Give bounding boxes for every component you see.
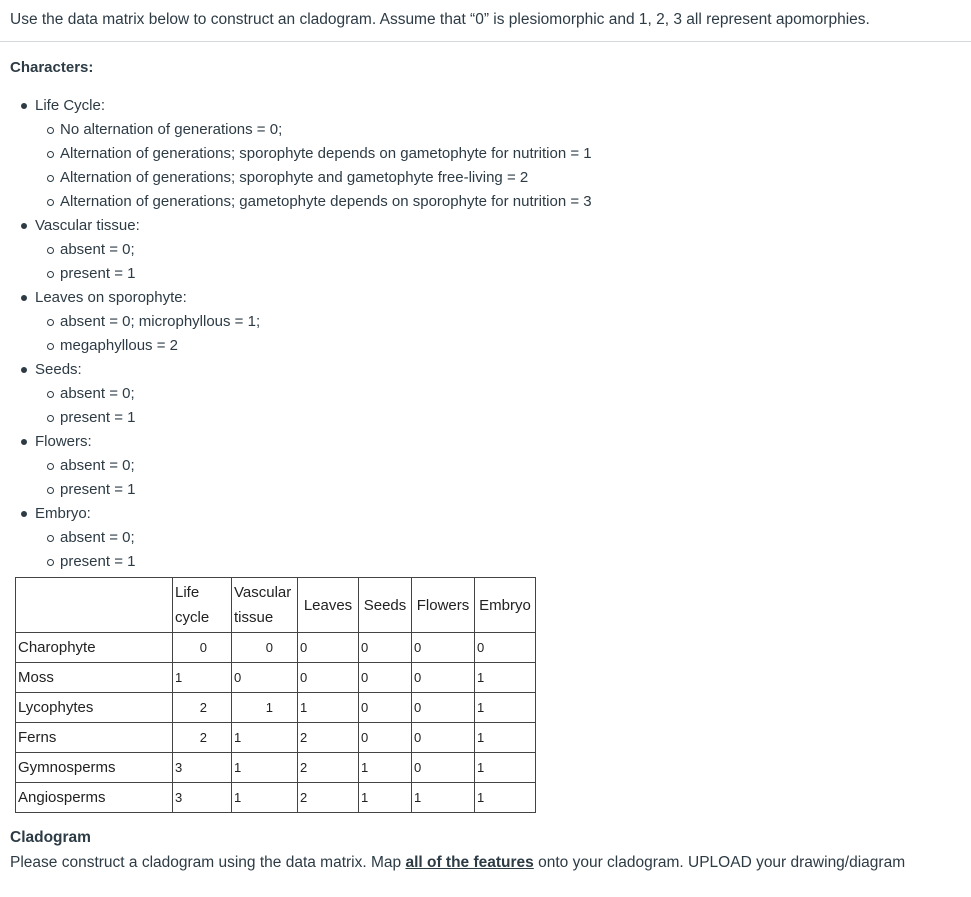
data-matrix-table bbox=[15, 577, 536, 813]
characters-heading: Characters: bbox=[10, 59, 94, 76]
characters-list bbox=[0, 94, 592, 574]
table-cell: 0 bbox=[359, 723, 412, 753]
table-cell: 1 bbox=[475, 663, 536, 693]
table-cell: 1 bbox=[475, 693, 536, 723]
character-states bbox=[35, 118, 592, 214]
taxon-name: Angiosperms bbox=[16, 783, 173, 813]
table-row bbox=[16, 753, 536, 783]
table-header-cell: Vascular tissue bbox=[232, 578, 298, 633]
table-cell: 0 bbox=[173, 633, 232, 663]
cladogram-instructions bbox=[10, 853, 905, 873]
character-flowers bbox=[35, 430, 592, 502]
character-state: present = 1 bbox=[60, 406, 592, 430]
character-label: Embryo: bbox=[35, 505, 91, 522]
table-header-cell: Flowers bbox=[412, 578, 475, 633]
table-cell: 0 bbox=[298, 633, 359, 663]
character-state: No alternation of generations = 0; bbox=[60, 118, 592, 142]
character-states bbox=[35, 382, 592, 430]
table-header-row bbox=[16, 578, 536, 633]
table-cell: 1 bbox=[173, 663, 232, 693]
character-state: present = 1 bbox=[60, 478, 592, 502]
table-header-cell: Seeds bbox=[359, 578, 412, 633]
table-cell: 1 bbox=[232, 723, 298, 753]
table-cell: 1 bbox=[232, 753, 298, 783]
table-cell: 0 bbox=[359, 693, 412, 723]
character-state: absent = 0; bbox=[60, 526, 592, 550]
taxon-name: Lycophytes bbox=[16, 693, 173, 723]
character-state: Alternation of generations; gametophyte depends on sporophyte for nutrition = 3 bbox=[60, 190, 592, 214]
table-cell: 1 bbox=[475, 753, 536, 783]
table-cell: 2 bbox=[173, 693, 232, 723]
table-cell: 0 bbox=[298, 663, 359, 693]
table-cell: 0 bbox=[412, 753, 475, 783]
table-cell: 1 bbox=[475, 783, 536, 813]
character-states bbox=[35, 238, 592, 286]
character-state: present = 1 bbox=[60, 262, 592, 286]
character-states bbox=[35, 526, 592, 574]
table-cell: 0 bbox=[359, 663, 412, 693]
table-cell: 3 bbox=[173, 753, 232, 783]
character-states bbox=[35, 454, 592, 502]
table-cell: 3 bbox=[173, 783, 232, 813]
table-row bbox=[16, 663, 536, 693]
table-cell: 0 bbox=[412, 693, 475, 723]
character-state: megaphyllous = 2 bbox=[60, 334, 592, 358]
character-state: absent = 0; bbox=[60, 454, 592, 478]
character-leaves bbox=[35, 286, 592, 358]
table-cell: 0 bbox=[475, 633, 536, 663]
intro-instructions: Use the data matrix below to construct an cladogram. Assume that “0” is plesiomorphic and 1, 2, 3 all represent apomorphies. bbox=[10, 11, 870, 28]
cladogram-heading: Cladogram bbox=[10, 829, 91, 846]
table-header-cell bbox=[16, 578, 173, 633]
character-state: absent = 0; bbox=[60, 238, 592, 262]
cladogram-emphasis: all of the features bbox=[405, 854, 534, 871]
taxon-name: Gymnosperms bbox=[16, 753, 173, 783]
character-life-cycle bbox=[35, 94, 592, 214]
character-vascular-tissue bbox=[35, 214, 592, 286]
character-embryo bbox=[35, 502, 592, 574]
table-row bbox=[16, 723, 536, 753]
table-row bbox=[16, 633, 536, 663]
table-cell: 2 bbox=[298, 753, 359, 783]
divider bbox=[0, 41, 971, 42]
character-state: absent = 0; microphyllous = 1; bbox=[60, 310, 592, 334]
table-cell: 1 bbox=[359, 753, 412, 783]
taxon-name: Moss bbox=[16, 663, 173, 693]
character-state: Alternation of generations; sporophyte and gametophyte free-living = 2 bbox=[60, 166, 592, 190]
table-row bbox=[16, 693, 536, 723]
table-cell: 1 bbox=[475, 723, 536, 753]
table-cell: 2 bbox=[298, 723, 359, 753]
character-label: Flowers: bbox=[35, 433, 92, 450]
table-header-cell: Embryo bbox=[475, 578, 536, 633]
character-label: Vascular tissue: bbox=[35, 217, 140, 234]
character-label: Leaves on sporophyte: bbox=[35, 289, 187, 306]
character-state: Alternation of generations; sporophyte depends on gametophyte for nutrition = 1 bbox=[60, 142, 592, 166]
table-cell: 0 bbox=[232, 633, 298, 663]
table-cell: 0 bbox=[412, 633, 475, 663]
taxon-name: Charophyte bbox=[16, 633, 173, 663]
table-header-cell: Life cycle bbox=[173, 578, 232, 633]
character-states bbox=[35, 310, 592, 358]
table-row bbox=[16, 783, 536, 813]
table-cell: 0 bbox=[412, 663, 475, 693]
table-cell: 1 bbox=[232, 693, 298, 723]
table-cell: 0 bbox=[412, 723, 475, 753]
character-seeds bbox=[35, 358, 592, 430]
character-label: Seeds: bbox=[35, 361, 82, 378]
table-cell: 1 bbox=[412, 783, 475, 813]
table-cell: 1 bbox=[359, 783, 412, 813]
table-header-cell: Leaves bbox=[298, 578, 359, 633]
table-cell: 0 bbox=[359, 633, 412, 663]
table-cell: 0 bbox=[232, 663, 298, 693]
cladogram-text-before: Please construct a cladogram using the data matrix. Map bbox=[10, 854, 406, 871]
table-cell: 2 bbox=[298, 783, 359, 813]
cladogram-text-after: onto your cladogram. UPLOAD your drawing/diagram bbox=[533, 854, 906, 871]
character-label: Life Cycle: bbox=[35, 97, 106, 114]
table-cell: 1 bbox=[232, 783, 298, 813]
table-cell: 2 bbox=[173, 723, 232, 753]
character-state: present = 1 bbox=[60, 550, 592, 574]
table-cell: 1 bbox=[298, 693, 359, 723]
taxon-name: Ferns bbox=[16, 723, 173, 753]
character-state: absent = 0; bbox=[60, 382, 592, 406]
